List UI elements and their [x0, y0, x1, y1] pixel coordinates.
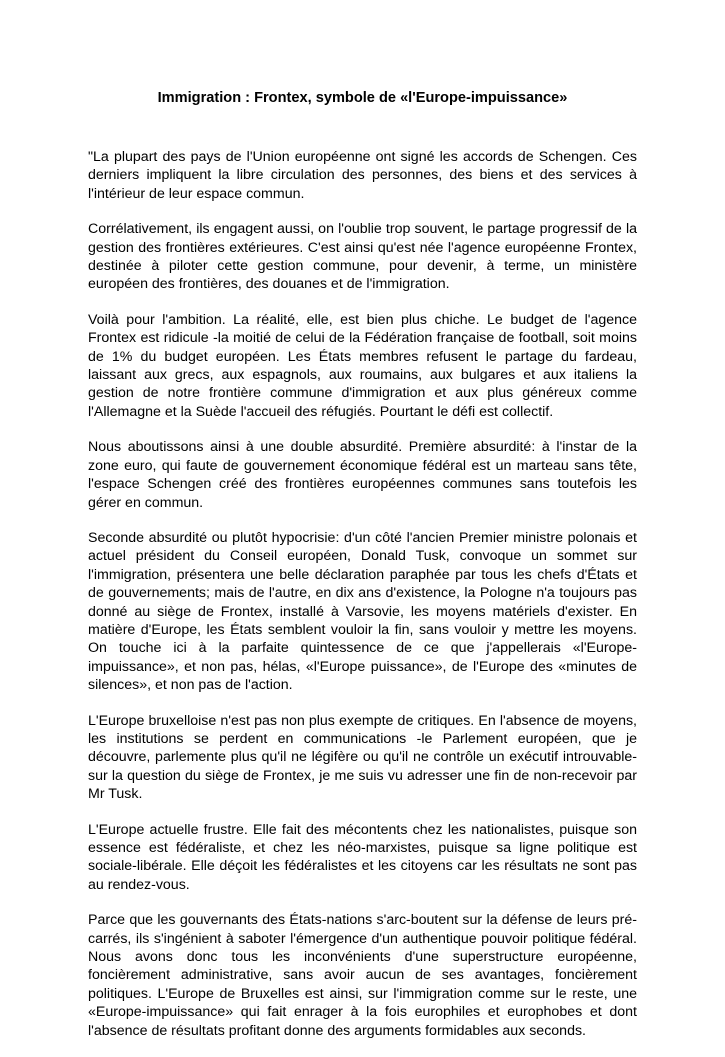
- paragraph-1: "La plupart des pays de l'Union européenne ont signé les accords de Schengen. Ces derniers impliquent la libre circulation des personnes, des biens et des services à l'intérieur de leur espace commun.: [88, 149, 637, 202]
- paragraph-8: Parce que les gouvernants des États-nations s'arc-boutent sur la défense de leurs pré-carrés, ils s'ingénient à saboter l'émergence d'un authentique pouvoir politique fédéral. Nous avons donc tous les inconvénients d'une superstructure européenne, foncièrement administrative, sans avoir aucun de ses avantages, foncièrement politiques. L'Europe de Bruxelles est ainsi, sur l'immigration comme sur le reste, une «Europe-impuissance» qui fait enrager à la fois europhiles et europhobes et dont l'absence de résultats profitant donne des arguments formidables aux seconds.: [88, 912, 637, 1039]
- paragraph-7: L'Europe actuelle frustre. Elle fait des mécontents chez les nationalistes, puisque son essence est fédéraliste, et chez les néo-marxistes, puisque sa ligne politique est sociale-libérale. Elle déçoit les fédéralistes et les citoyens car les résultats ne sont pas au rendez-vous.: [88, 821, 637, 893]
- document-body: [88, 148, 637, 1057]
- paragraph-3: Voilà pour l'ambition. La réalité, elle, est bien plus chiche. Le budget de l'agence Frontex est ridicule -la moitié de celui de la Fédération française de football, soit moins de 1% du budget européen. Les États membres refusent le partage du fardeau, laissant aux grecs, aux espagnols, aux roumains, aux bulgares et aux italiens la gestion de notre frontière commune d'immigration et aux plus généreux comme l'Allemagne et la Suède l'accueil des réfugiés. Pourtant le défi est collectif.: [88, 311, 637, 420]
- paragraph-2: Corrélativement, ils engagent aussi, on l'oublie trop souvent, le partage progressif de la gestion des frontières extérieures. C'est ainsi qu'est née l'agence européenne Frontex, destinée à piloter cette gestion commune, pour devenir, à terme, un ministère européen des frontières, des douanes et de l'immigration.: [88, 221, 637, 293]
- paragraph-4: Nous aboutissons ainsi à une double absurdité. Première absurdité: à l'instar de la zone euro, qui faute de gouvernement économique fédéral est un marteau sans tête, l'espace Schengen créé des frontières européennes communes sans toutefois les gérer en commun.: [88, 439, 637, 511]
- document-title: Immigration : Frontex, symbole de «l'Europe-impuissance»: [157, 90, 568, 106]
- paragraph-6: L'Europe bruxelloise n'est pas non plus exempte de critiques. En l'absence de moyens, les institutions se perdent en communications -le Parlement européen, que je découvre, parlemente plus qu'il ne légifère ou qu'il ne contrôle un exécutif introuvable- sur la question du siège de Frontex, je me suis vu adresser une fin de non-recevoir par Mr Tusk.: [88, 712, 637, 803]
- paragraph-5: Seconde absurdité ou plutôt hypocrisie: d'un côté l'ancien Premier ministre polonais et actuel président du Conseil européen, Donald Tusk, convoque un sommet sur l'immigration, présentera une belle déclaration paraphée par tous les chefs d'États et de gouvernements; mais de l'autre, en dix ans d'existence, la Pologne n'a toujours pas donné au siège de Frontex, installé à Varsovie, les moyens matériels d'exister. En matière d'Europe, les États semblent vouloir la fin, sans vouloir y mettre les moyens. On touche ici à la parfaite quintessence de ce que j'appellerais «l'Europe-impuissance», et non pas, hélas, «l'Europe puissance», de l'Europe des «minutes de silences», et non pas de l'action.: [88, 529, 637, 694]
